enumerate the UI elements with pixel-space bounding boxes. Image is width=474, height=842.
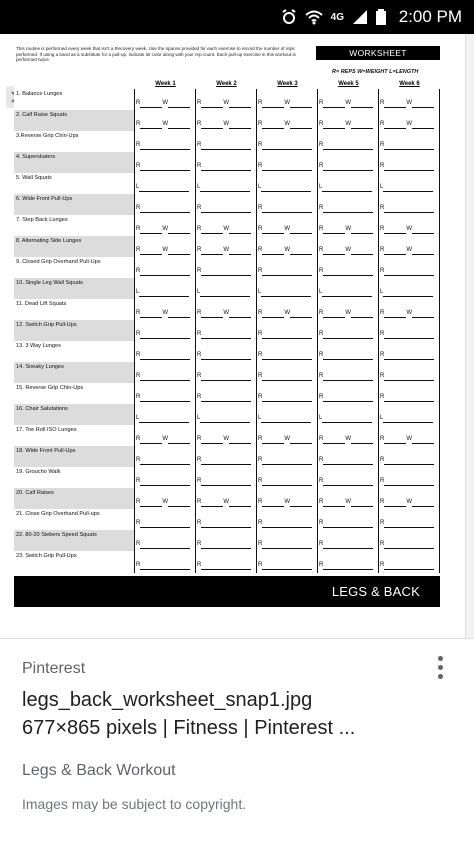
worksheet-image [14,38,440,638]
exercise-name: 10. Single Leg Wall Squats [16,280,83,286]
exercise-row [14,152,440,173]
exercise-cell [14,320,135,341]
entry-field[interactable]: L [136,183,189,192]
exercise-name: 16. Chair Salutations [16,406,68,412]
entry-field[interactable]: R W [197,309,251,318]
exercise-cell [14,236,135,257]
entry-field[interactable]: R [380,372,434,381]
exercise-row [14,320,440,341]
entry-field[interactable]: R W [319,120,373,129]
image-viewer[interactable] [0,34,474,638]
entry-field[interactable]: R [380,561,434,570]
entry-field[interactable]: R [197,204,251,213]
exercise-row [14,278,440,299]
entry-field[interactable]: R [258,204,312,213]
entry-field[interactable]: L [380,183,433,192]
entry-field[interactable]: R [258,477,312,486]
exercise-cell [14,110,135,131]
entry-field[interactable]: R [319,330,373,339]
exercise-row [14,257,440,278]
legend: R= REPS W=WEIGHT L=LENGTH [332,69,419,75]
entry-field[interactable]: R W [319,435,373,444]
entry-field[interactable]: R [319,561,373,570]
entry-field[interactable]: R [319,540,373,549]
entry-field[interactable]: R [258,330,312,339]
entry-field[interactable]: R [197,561,251,570]
entry-field[interactable]: R [136,456,190,465]
entry-field[interactable]: R W [258,498,312,507]
scrollbar[interactable] [465,34,474,638]
exercise-name: 17. Toe Roll ISO Lunges [16,427,77,433]
entry-field[interactable]: R W [197,225,251,234]
exercise-row [14,551,440,572]
entry-field[interactable]: R [197,372,251,381]
exercise-name: 20. Calf Raises [16,490,54,496]
exercise-cell [14,131,135,152]
exercise-row [14,509,440,530]
entry-field[interactable]: L [197,183,250,192]
column-divider [317,89,318,573]
network-type: 4G [330,11,344,23]
entry-field[interactable]: R [136,372,190,381]
exercise-cell [14,404,135,425]
entry-field[interactable]: R [197,519,251,528]
entry-field[interactable]: R [319,267,373,276]
entry-field[interactable]: R W [380,246,434,255]
entry-field[interactable]: R W [319,99,373,108]
entry-field[interactable]: R [319,372,373,381]
image-title-line1: legs_back_worksheet_snap1.jpg [22,689,313,711]
exercise-name: 19. Groucho Walk [16,469,61,475]
entry-field[interactable]: R W [197,246,251,255]
entry-field[interactable]: R [136,351,190,360]
entry-field[interactable]: R W [319,225,373,234]
entry-field[interactable]: L [319,414,372,423]
alarm-icon [281,9,297,25]
entry-field[interactable]: R [380,456,434,465]
status-bar [0,0,474,34]
exercise-row [14,467,440,488]
entry-field[interactable]: R W [380,99,434,108]
entry-field[interactable]: L [258,183,311,192]
entry-field[interactable]: R W [380,225,434,234]
entry-field[interactable]: R [136,393,190,402]
entry-field[interactable]: R [319,351,373,360]
worksheet-title: WORKSHEET [316,46,440,60]
entry-field[interactable]: R [136,519,190,528]
entry-field[interactable]: R W [136,120,190,129]
entry-field[interactable]: R W [380,498,434,507]
entry-field[interactable]: L [380,288,433,297]
entry-field[interactable]: R W [319,246,373,255]
entry-field[interactable]: R [258,393,312,402]
entry-field[interactable]: R [197,162,251,171]
exercise-cell [14,173,135,194]
entry-field[interactable]: R [380,141,434,150]
entry-field[interactable]: R W [136,225,190,234]
entry-field[interactable]: R [258,141,312,150]
exercise-cell [14,299,135,320]
image-info-panel [0,638,474,842]
exercise-name: 7. Step Back Lunges [16,217,68,223]
image-title[interactable] [22,686,355,742]
exercise-row [14,362,440,383]
entry-field[interactable]: R [136,204,190,213]
copyright-notice: Images may be subject to copyright. [22,796,247,812]
column-divider [195,89,196,573]
exercise-row [14,383,440,404]
entry-field[interactable]: R [136,561,190,570]
entry-field[interactable]: R [136,540,190,549]
exercise-name: 22. 80-20 Siebers Speed Squats [16,532,97,538]
entry-field[interactable]: L [258,414,311,423]
entry-field[interactable]: R [319,393,373,402]
intro-text: This routine is performed every week that isn't a Recovery week. Use the spaces provided for each exercise to record the number of reps performed. If using a band as a substitute for a pull-up, indicate its color along with your rep count. Each pull-up exercise in this workout is performed twice. [16,46,296,63]
entry-field[interactable]: R W [380,120,434,129]
entry-field[interactable]: R [197,477,251,486]
week-header-3: Week 3 [277,81,298,87]
exercise-row [14,89,440,110]
entry-field[interactable]: R W [258,435,312,444]
signal-icon [352,9,368,25]
exercise-cell [14,467,135,488]
image-title-line2: 677×865 pixels | Fitness | Pinterest ... [22,717,356,739]
entry-field[interactable]: R W [258,309,312,318]
entry-field[interactable]: R [380,540,434,549]
divider [0,638,474,639]
entry-field[interactable]: R [319,141,373,150]
exercise-row [14,215,440,236]
entry-field[interactable]: R W [258,246,312,255]
exercise-name: 18. Wide Front Pull-Ups [16,448,76,454]
clock: 2:00 PM [398,7,462,26]
exercise-cell [14,551,135,572]
entry-field[interactable]: R [319,519,373,528]
more-options-icon[interactable] [432,656,448,686]
entry-field[interactable]: R W [197,435,251,444]
exercise-name: 14. Sneaky Lunges [16,364,64,370]
entry-field[interactable]: R [258,351,312,360]
entry-field[interactable]: R [258,372,312,381]
entry-field[interactable]: R W [197,498,251,507]
entry-field[interactable]: R [197,351,251,360]
exercise-cell [14,152,135,173]
exercise-row [14,131,440,152]
entry-field[interactable]: L [197,414,250,423]
exercise-name: 11. Dead Lift Squats [16,301,67,307]
entry-field[interactable]: R W [258,120,312,129]
exercise-cell [14,194,135,215]
entry-field[interactable]: R [380,162,434,171]
exercise-row [14,341,440,362]
entry-field[interactable]: L [197,288,250,297]
entry-field[interactable]: R [380,351,434,360]
entry-field[interactable]: R W [380,435,434,444]
exercise-cell [14,425,135,446]
battery-icon [376,9,386,25]
entry-field[interactable]: R [319,162,373,171]
entry-field[interactable]: R [197,141,251,150]
image-subtitle: Legs & Back Workout [22,762,176,779]
entry-field[interactable]: L [136,414,189,423]
exercise-row [14,173,440,194]
exercise-cell [14,383,135,404]
entry-field[interactable]: R [319,456,373,465]
column-divider [439,89,440,573]
week-header-4: Week 5 [338,81,359,87]
exercise-cell [14,89,135,110]
entry-field[interactable]: R W [319,498,373,507]
exercise-cell [14,509,135,530]
exercise-name: 5. Wall Squats [16,175,52,181]
exercise-row [14,236,440,257]
entry-field[interactable]: R [380,204,434,213]
entry-field[interactable]: R [136,267,190,276]
exercise-name: 6. Wide Front Pull-Ups [16,196,73,202]
exercise-name: 4. Superskaters [16,154,56,160]
entry-field[interactable]: L [136,288,189,297]
exercise-name: 15. Reverse Grip Chin-Ups [16,385,84,391]
exercise-cell [14,530,135,551]
entry-field[interactable]: R [380,477,434,486]
week-header-1: Week 1 [155,81,176,87]
exercise-name: 21. Close Grip Overhand Pull-ups [16,511,100,517]
column-divider [378,89,379,573]
entry-field[interactable]: R [258,456,312,465]
wifi-icon [305,9,323,25]
entry-field[interactable]: R W [197,99,251,108]
footer-title: LEGS & BACK [331,584,420,599]
exercise-cell [14,362,135,383]
column-divider [256,89,257,573]
week-header [135,80,440,89]
exercise-cell [14,488,135,509]
entry-field[interactable]: R [380,393,434,402]
entry-field[interactable]: R W [136,99,190,108]
entry-field[interactable]: R [197,267,251,276]
entry-field[interactable]: R [136,330,190,339]
entry-field[interactable]: L [319,183,372,192]
entry-field[interactable]: R [258,561,312,570]
exercise-name: 1. Balance Lunges [16,91,63,97]
exercise-cell [14,446,135,467]
exercise-row [14,299,440,320]
exercise-name: 3.Reverse Grip Chin-Ups [16,133,79,139]
entry-field[interactable]: R [258,162,312,171]
exercise-name: 8. Alternating Side Lunges [16,238,82,244]
entry-field[interactable]: R W [136,435,190,444]
exercise-name: 9. Closed Grip Overhand Pull-Ups [16,259,101,265]
exercise-name: 2. Calf Raise Squats [16,112,67,118]
entry-field[interactable]: R [136,477,190,486]
exercise-cell [14,341,135,362]
exercise-row [14,425,440,446]
entry-field[interactable]: R [136,141,190,150]
entry-field[interactable]: R [136,162,190,171]
exercise-row [14,404,440,425]
status-icons [281,8,386,26]
entry-field[interactable]: R [380,267,434,276]
entry-field[interactable]: R [197,330,251,339]
entry-field[interactable]: R [197,540,251,549]
week-header-5: Week 6 [399,81,420,87]
exercise-cell [14,215,135,236]
exercise-cell [14,278,135,299]
exercise-row [14,530,440,551]
entry-field[interactable]: R [319,477,373,486]
entry-field[interactable]: R W [258,225,312,234]
entry-field[interactable]: R [380,330,434,339]
entry-field[interactable]: R W [136,498,190,507]
entry-field[interactable]: R W [136,246,190,255]
footer-banner [14,576,440,607]
entry-field[interactable]: R W [197,120,251,129]
exercise-row [14,488,440,509]
week-header-2: Week 2 [216,81,237,87]
entry-field[interactable]: R W [380,309,434,318]
entry-field[interactable]: L [319,288,372,297]
entry-field[interactable]: R W [258,99,312,108]
entry-field[interactable]: R W [319,309,373,318]
source-label[interactable]: Pinterest [22,660,86,677]
entry-field[interactable]: R [319,204,373,213]
entry-field[interactable]: R [380,519,434,528]
exercise-row [14,194,440,215]
entry-field[interactable]: L [380,414,433,423]
exercise-cell [14,257,135,278]
entry-field[interactable]: L [258,288,311,297]
column-divider [134,89,135,573]
entry-field[interactable]: R [258,540,312,549]
exercise-name: 23. Switch Grip Pull-Ups [16,553,77,559]
exercise-row [14,446,440,467]
entry-field[interactable]: R [258,267,312,276]
exercise-name: 12. Switch Grip Pull-Ups [16,322,77,328]
entry-field[interactable]: R [197,393,251,402]
entry-field[interactable]: R W [136,309,190,318]
exercise-row [14,110,440,131]
entry-field[interactable]: R [197,456,251,465]
entry-field[interactable]: R [258,519,312,528]
exercise-name: 13. 3 Way Lunges [16,343,61,349]
